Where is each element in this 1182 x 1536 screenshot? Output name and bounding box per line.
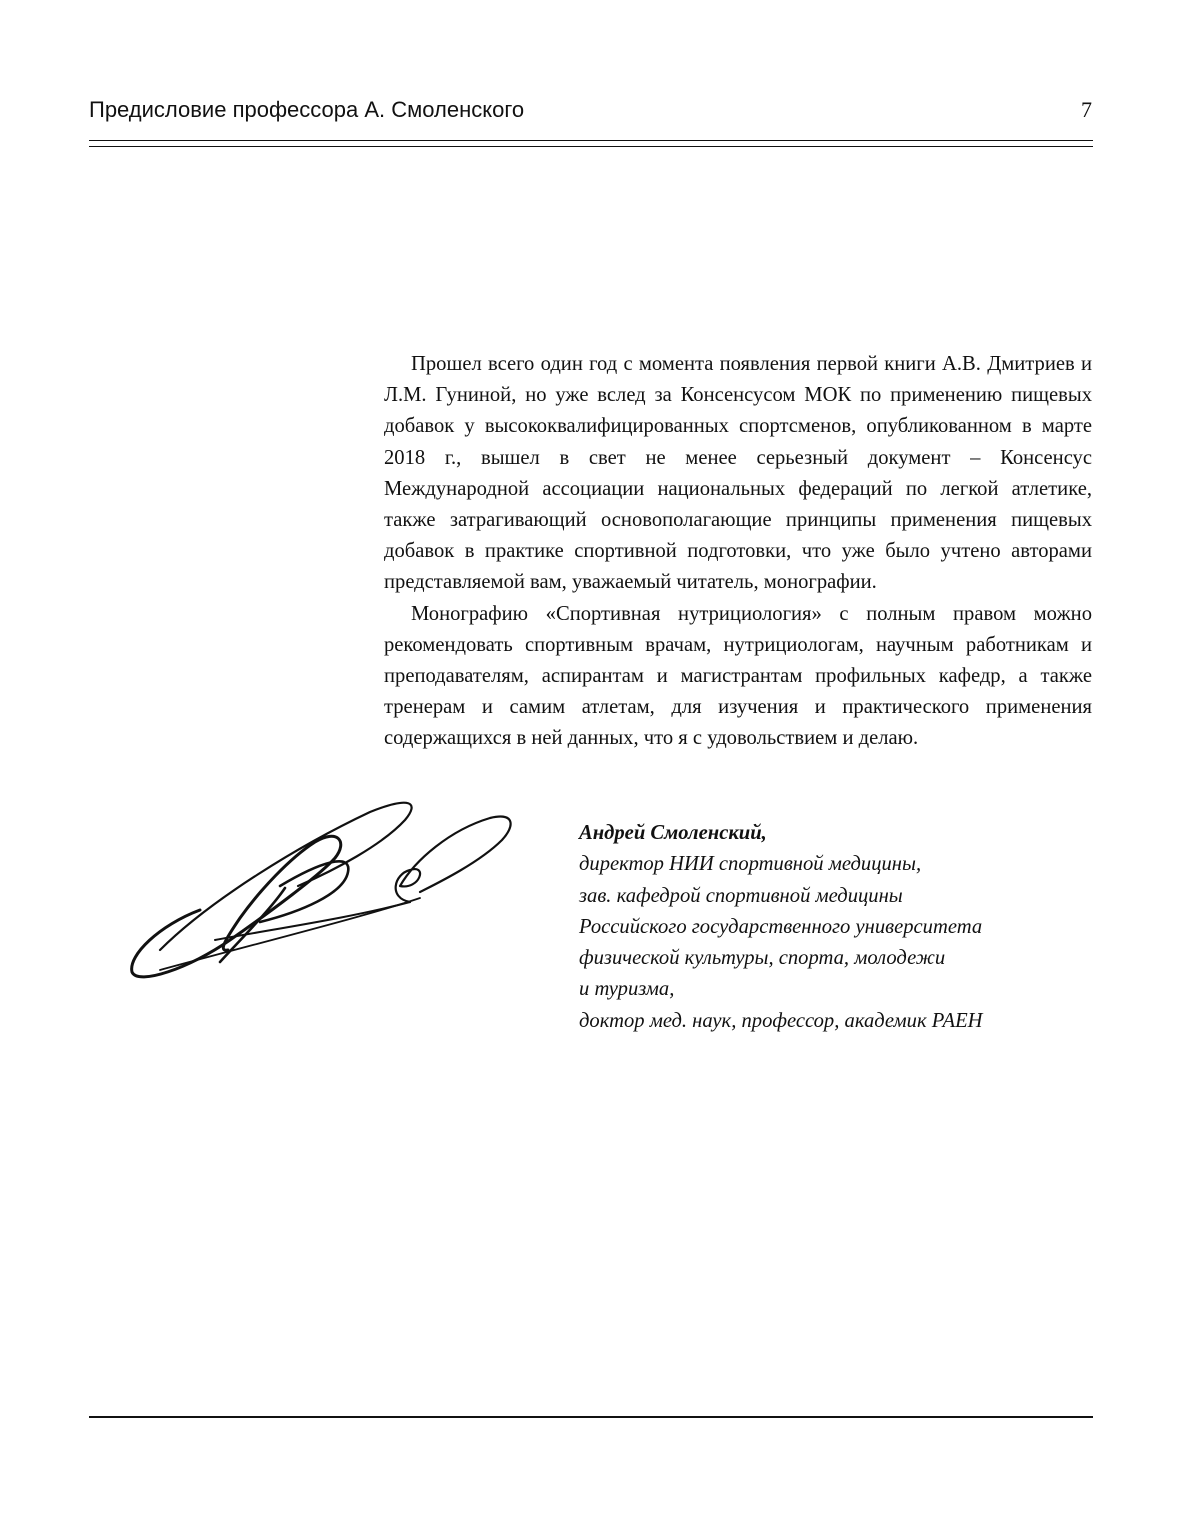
signature-drawing <box>120 790 520 990</box>
running-title: Предисловие профессора А. Смоленского <box>89 97 525 122</box>
author-title-line: Российского государственного университета <box>579 915 983 938</box>
author-title-line: зав. кафедрой спортивной медицины <box>579 884 903 907</box>
header-rule-upper <box>89 140 1093 141</box>
page-number: 7 <box>1081 97 1092 122</box>
preface-body <box>384 349 1092 755</box>
author-name: Андрей Смоленский, <box>579 822 767 844</box>
author-title-line: директор НИИ спортивной медицины, <box>579 853 922 876</box>
footer-rule <box>89 1416 1093 1418</box>
author-title-line: доктор мед. наук, профессор, академик РАЕН <box>579 1009 983 1032</box>
handwritten-signature <box>120 790 520 990</box>
author-signature-block <box>579 818 1079 1037</box>
author-title-line: физической культуры, спорта, молодежи <box>579 947 946 970</box>
paragraph: Прошел всего один год с момента появления первой книги А.В. Дмитриев и Л.М. Гуниной, но уже вслед за Консенсусом МОК по применению пищевых добавок у высококвалифицированных спортсменов, опубликованном в марте 2018 г., вышел в свет не менее серьезный документ – Консенсус Международной ассоциации национальных федераций по легкой атлетике, также затрагивающий основополагающие принципы применения пищевых добавок в практике спортивной подготовки, что уже было учтено авторами представляемой вам, уважаемый читатель, монографии. <box>384 353 1092 594</box>
paragraph: Монографию «Спортивная нутрициология» с полным правом можно рекомендовать спортивным врачам, нутрициологам, научным работникам и преподавателям, аспирантам и магистрантам профильных кафедр, а также тренерам и самим атлетам, для изучения и практического применения содержащихся в ней данных, что я с удовольствием и делаю. <box>384 602 1092 750</box>
author-title-line: и туризма, <box>579 978 675 1001</box>
header-rule-lower <box>89 146 1093 147</box>
